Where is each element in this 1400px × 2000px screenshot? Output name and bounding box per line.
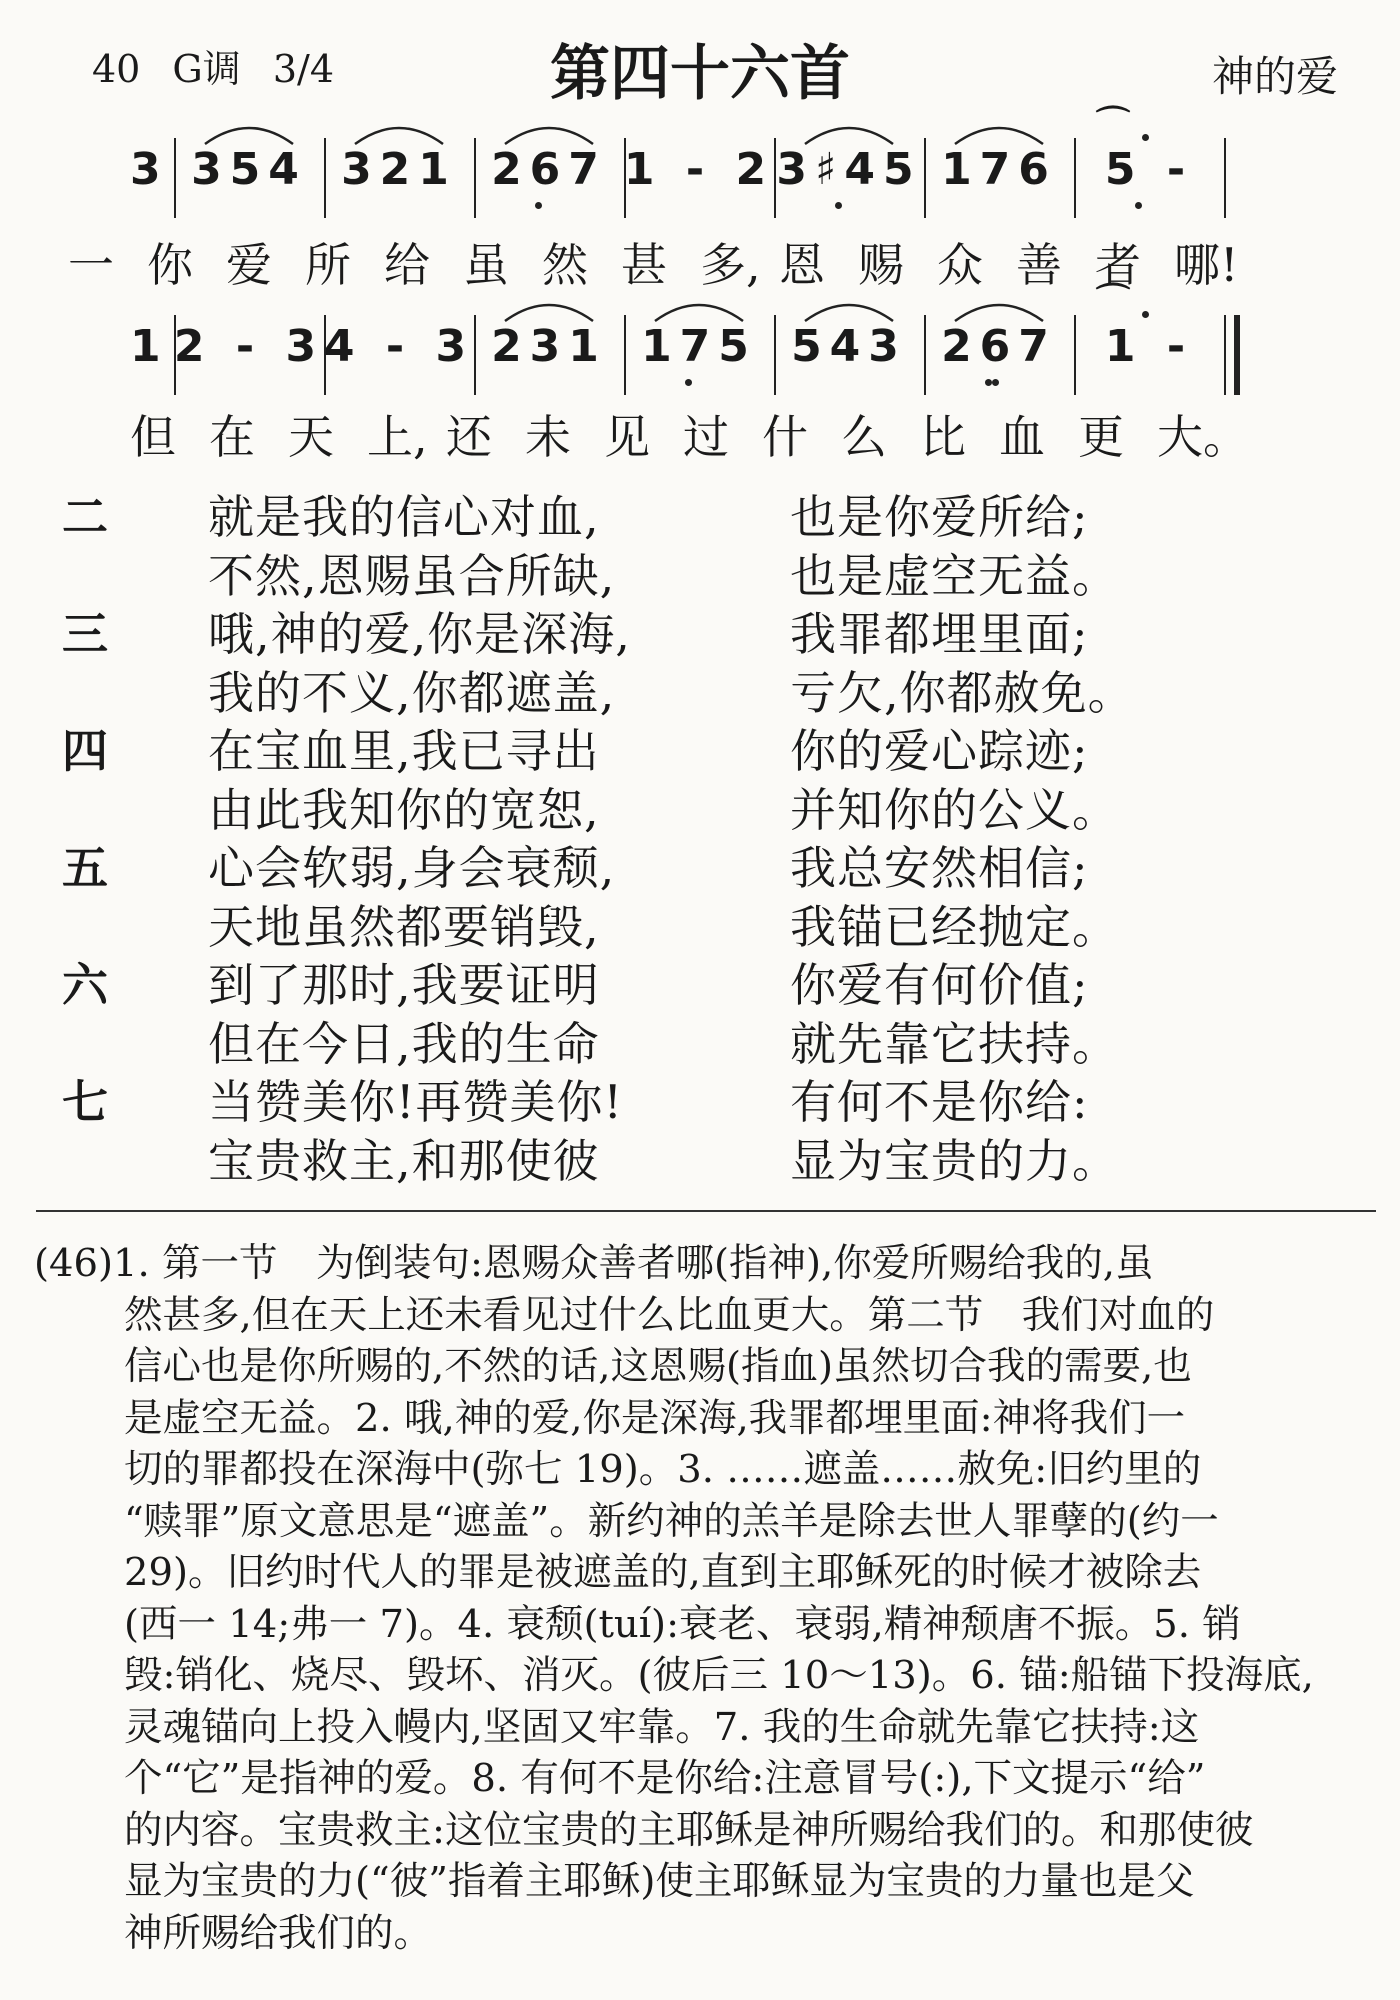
verse-first-half: 天地虽然都要销毁, — [208, 899, 600, 954]
verse-second-half: 有何不是你给: — [790, 1075, 1089, 1129]
lyric-syllable: 众 — [937, 238, 983, 292]
lyric-syllable: 上, — [367, 410, 428, 464]
lyric-syllable: 还 — [446, 410, 492, 464]
final-barline — [1234, 315, 1240, 395]
lyric-syllable: 什 — [762, 410, 808, 464]
measure-notes: 1 - 2 — [623, 144, 775, 195]
verse-first-half: 我的不义,你都遮盖, — [208, 665, 616, 720]
note-line: 29)。旧约时代人的罪是被遮盖的,直到主耶稣死的时候才被除去 — [124, 1550, 1202, 1595]
note-line: 然甚多,但在天上还未看见过什么比血更大。第二节 我们对血的 — [124, 1292, 1215, 1338]
barline — [624, 315, 626, 395]
verse-second-half: 就先靠它扶持。 — [790, 1016, 1119, 1071]
octave-dot — [985, 379, 992, 386]
slur — [502, 297, 596, 323]
fermata: ⌒ — [1096, 104, 1130, 144]
page-header — [0, 0, 1400, 120]
note-line: 的内容。宝贵救主:这位宝贵的主耶稣是神所赐给我们的。和那使彼 — [124, 1807, 1254, 1853]
lyric-syllable: 然 — [542, 238, 588, 292]
verse-first-half: 但在今日,我的生命 — [208, 1016, 600, 1071]
verse-first-half: 到了那时,我要证明 — [208, 958, 600, 1012]
barline — [474, 315, 476, 395]
octave-dot — [685, 379, 692, 386]
octave-dot — [535, 202, 542, 209]
note-line: 毁:销化、烧尽、毁坏、消灭。(彼后三 10～13)。6. 锚:船锚下投海底, — [124, 1653, 1314, 1698]
lyric-syllable: 爱 — [226, 238, 272, 292]
barline — [1224, 138, 1226, 218]
verse-first-half: 宝贵救主,和那使彼 — [208, 1133, 600, 1188]
verse-first-half: 由此我知你的宽恕, — [208, 782, 600, 837]
verse-row — [0, 956, 1400, 1015]
verse-row — [0, 547, 1400, 606]
lyric-syllable: 么 — [841, 410, 887, 464]
measure-notes: 321 — [341, 144, 457, 195]
verse-row — [0, 781, 1400, 840]
note-line: 神所赐给我们的。 — [124, 1910, 433, 1956]
lyric-syllable: 在 — [209, 410, 255, 464]
lyric-syllable: 一 — [68, 238, 114, 292]
measure-notes: 267 — [941, 321, 1057, 372]
verse-second-half: 显为宝贵的力。 — [790, 1133, 1119, 1188]
note-line: 个“它”是指神的爱。8. 有何不是你给:注意冒号(:),下文提示“给” — [124, 1756, 1206, 1801]
lyric-syllable: 比 — [920, 410, 966, 464]
barline — [174, 138, 176, 218]
lyric-syllable: 你 — [147, 238, 193, 292]
verse-row — [0, 605, 1400, 664]
lyric-syllable: 更 — [1078, 410, 1124, 464]
verse-number: 二 — [62, 490, 108, 544]
pickup-note: 1 — [130, 321, 161, 372]
note-line: “赎罪”原文意思是“遮盖”。新约神的羔羊是除去世人罪孽的(约一 — [124, 1498, 1219, 1544]
octave-dot — [1135, 202, 1142, 209]
divider — [36, 1210, 1376, 1212]
verse-row — [0, 898, 1400, 957]
lyric-syllable: 但 — [130, 410, 176, 464]
note-line: 是虚空无益。2. 哦,神的爱,你是深海,我罪都埋里面:神将我们一 — [124, 1395, 1186, 1441]
score-line-1 — [130, 104, 1380, 228]
annotation-notes — [34, 1238, 1374, 1959]
hymn-number-key-meter: 40 G调 3/4 — [92, 47, 335, 91]
measure-notes: 5 - — [1104, 144, 1194, 195]
measure-notes: 176 — [941, 144, 1057, 195]
barline — [474, 138, 476, 218]
verse-first-half: 哦,神的爱,你是深海, — [208, 607, 631, 661]
note-line: 信心也是你所赐的,不然的话,这恩赐(指血)虽然切合我的需要,也 — [124, 1344, 1192, 1389]
verse-second-half: 也是你爱所给; — [790, 490, 1089, 544]
verse-row — [0, 839, 1400, 898]
lyric-syllable: 甚 — [621, 238, 667, 292]
verse-first-half: 在宝血里,我已寻出 — [208, 724, 600, 778]
octave-dot — [835, 202, 842, 209]
measure-notes: 3♯45 — [776, 144, 922, 195]
pickup-note: 3 — [130, 144, 161, 195]
verse-second-half: 亏欠,你都赦免。 — [790, 665, 1135, 720]
slur — [202, 120, 296, 146]
verse-number: 三 — [62, 607, 108, 661]
verse-second-half: 我总安然相信; — [790, 841, 1089, 895]
verse-table — [0, 488, 1400, 1190]
measure-notes: 543 — [791, 321, 907, 372]
lyric-syllable: 恩 — [779, 238, 825, 292]
lyric-syllable: 多, — [700, 238, 761, 292]
note-line: 显为宝贵的力(“彼”指着主耶稣)使主耶稣显为宝贵的力量也是父 — [124, 1859, 1195, 1904]
verse-second-half: 你爱有何价值; — [790, 958, 1089, 1012]
lyric-syllable: 过 — [683, 410, 729, 464]
barline — [1074, 138, 1076, 218]
verse-row — [0, 1073, 1400, 1132]
page-title: 第四十六首 — [550, 39, 850, 109]
verse-second-half: 并知你的公义。 — [790, 782, 1119, 837]
lyric-syllable: 天 — [288, 410, 334, 464]
lyric-syllable: 未 — [525, 410, 571, 464]
lyric-syllable: 者 — [1095, 238, 1141, 292]
barline — [1224, 315, 1226, 395]
slur — [652, 297, 746, 323]
verse-second-half: 我锚已经抛定。 — [790, 899, 1119, 954]
verse-row — [0, 664, 1400, 723]
slur — [502, 120, 596, 146]
note-line: 灵魂锚向上投入幔内,坚固又牢靠。7. 我的生命就先靠它扶持:这 — [124, 1704, 1200, 1750]
measure-notes: 231 — [491, 321, 607, 372]
verse-row — [0, 1132, 1400, 1191]
verse-first-half: 就是我的信心对血, — [208, 490, 600, 544]
slur — [952, 297, 1046, 323]
lyric-syllable: 虽 — [463, 238, 509, 292]
verse-number: 四 — [62, 724, 108, 778]
lyric-syllable: 哪! — [1174, 238, 1239, 292]
note-line: (西一 14;弗一 7)。4. 衰颓(tuí):衰老、衰弱,精神颓唐不振。5. 销 — [124, 1601, 1241, 1647]
verse-number: 六 — [62, 958, 108, 1012]
octave-dot — [1142, 311, 1149, 318]
lyric-syllable: 血 — [999, 410, 1045, 464]
lyric-syllable: 所 — [305, 238, 351, 292]
measure-notes: 1 - — [1104, 321, 1194, 372]
barline — [924, 138, 926, 218]
measure-notes: 354 — [191, 144, 307, 195]
verse-second-half: 也是虚空无益。 — [790, 548, 1119, 603]
slur — [802, 120, 896, 146]
barline — [924, 315, 926, 395]
verse-first-half: 不然,恩赐虽合所缺, — [208, 548, 616, 603]
lyric-syllable: 见 — [604, 410, 650, 464]
measure-notes: 267 — [491, 144, 607, 195]
note-body — [34, 1290, 1374, 1960]
barline — [774, 315, 776, 395]
octave-dot — [1142, 134, 1149, 141]
note-line: 切的罪都投在深海中(弥七 19)。3. ……遮盖……赦免:旧约里的 — [124, 1447, 1202, 1492]
slur — [352, 120, 446, 146]
lyric-syllable: 给 — [384, 238, 430, 292]
fermata: ⌒ — [1096, 281, 1130, 321]
measure-notes: 175 — [641, 321, 757, 372]
verse-row — [0, 488, 1400, 547]
barline — [324, 138, 326, 218]
verse-row — [0, 722, 1400, 781]
slur — [802, 297, 896, 323]
verse-second-half: 你的爱心踪迹; — [790, 724, 1089, 778]
verse-number: 七 — [62, 1075, 108, 1129]
note-line: (46)1. 第一节 为倒装句:恩赐众善者哪(指神),你爱所赐给我的,虽 — [34, 1241, 1154, 1286]
verse-second-half: 我罪都埋里面; — [790, 607, 1089, 661]
lyric-syllable: 赐 — [858, 238, 904, 292]
measure-notes: 4 - 3 — [323, 321, 475, 372]
score-line-2 — [130, 281, 1380, 405]
lyric-syllable: 善 — [1016, 238, 1062, 292]
hymn-subject: 神的爱 — [1211, 52, 1338, 101]
octave-dot — [992, 379, 999, 386]
verse-number: 五 — [62, 841, 108, 895]
verse-first-half: 当赞美你!再赞美你! — [208, 1075, 623, 1129]
verse-row — [0, 1015, 1400, 1074]
lyric-syllable: 大。 — [1157, 410, 1249, 464]
measure-notes: 2 - 3 — [173, 321, 325, 372]
verse-first-half: 心会软弱,身会衰颓, — [208, 841, 616, 895]
slur — [952, 120, 1046, 146]
barline — [1074, 315, 1076, 395]
